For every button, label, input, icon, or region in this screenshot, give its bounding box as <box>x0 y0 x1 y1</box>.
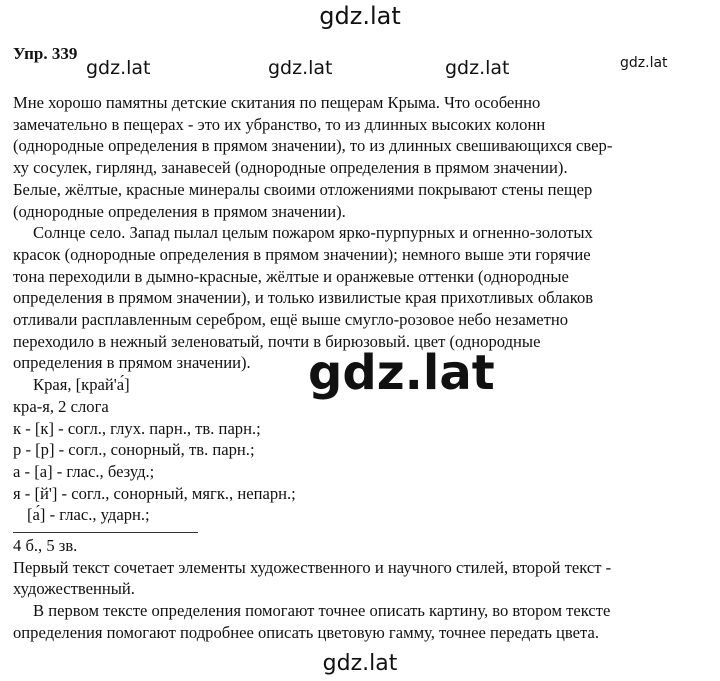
phonetic-row: а - [а] - глас., безуд.; <box>13 461 155 481</box>
divider-rule <box>13 532 198 533</box>
phonetic-row: [а́] - глас., ударн.; <box>27 505 150 525</box>
text-line: замечательно в пещерах - это их убранство, то из длинных высоких колонн <box>13 114 546 134</box>
text-line: Первый текст сочетает элементы художественного и научного стилей, второй текст - <box>13 557 612 577</box>
phonetic-row: я - [й'] - согл., сонорный, мягк., непарн.; <box>13 483 296 503</box>
watermark-row-3: gdz.lat <box>445 57 510 79</box>
phonetic-syllables: кра-я, 2 слога <box>13 396 109 416</box>
text-line: художественный. <box>13 579 135 599</box>
text-line: переходило в нежный зеленоватый, почти в бирюзовый. цвет (однородные <box>13 331 541 351</box>
text-line: Мне хорошо памятны детские скитания по пещерам Крыма. Что особенно <box>13 93 541 112</box>
text-line: отливали расплавленным серебром, ещё выше смугло-розовое небо незаметно <box>13 310 569 330</box>
phonetic-row: к - [к] - согл., глух. парн., тв. парн.; <box>13 418 261 438</box>
text-line: (однородные определения в прямом значении), то из длинных свешивающихся свер- <box>13 136 613 156</box>
conclusion-1 <box>13 557 713 600</box>
text-line: красок (однородные определения в прямом значении); немного выше эти горячие <box>13 244 591 264</box>
phonetic-analysis <box>13 374 713 557</box>
text-line: тона переходили в дымно-красные, жёлтые и оранжевые оттенки (однородные <box>13 266 569 286</box>
text-line: Солнце село. Запад пылал целым пожаром ярко-пурпурных и огненно-золотых <box>33 223 593 243</box>
text-line: определения в прямом значении). <box>13 353 251 373</box>
watermark-bottom: gdz.lat <box>322 651 398 676</box>
phonetic-total: 4 б., 5 зв. <box>13 536 78 556</box>
paragraph-1 <box>13 92 713 222</box>
watermark-row-1: gdz.lat <box>86 57 151 79</box>
text-line: (однородные определения в прямом значении). <box>13 201 346 221</box>
text-line: ху сосулек, гирлянд, занавесей (однородные определения в прямом значении). <box>13 158 568 178</box>
watermark-top: gdz.lat <box>319 2 401 30</box>
watermark-center: gdz.lat <box>308 345 495 401</box>
exercise-title: Упр. 339 <box>13 44 78 63</box>
text-line: В первом тексте определения помогают точнее описать картину, во втором тексте <box>33 601 611 621</box>
phonetic-word: Края, [край'а́] <box>33 375 130 395</box>
phonetic-row: р - [р] - согл., сонорный, тв. парн.; <box>13 440 255 460</box>
text-line: Белые, жёлтые, красные минералы своими отложениями покрывают стены пещер <box>13 179 593 199</box>
text-line: определения в прямом значении), и только извилистые края прихотливых облаков <box>13 288 594 308</box>
watermark-row-4: gdz.lat <box>620 55 668 71</box>
text-line: определения помогают подробнее описать цветовую гамму, точнее передать цвета. <box>13 622 600 642</box>
conclusion-2 <box>13 600 713 643</box>
watermark-row-2: gdz.lat <box>268 57 333 79</box>
